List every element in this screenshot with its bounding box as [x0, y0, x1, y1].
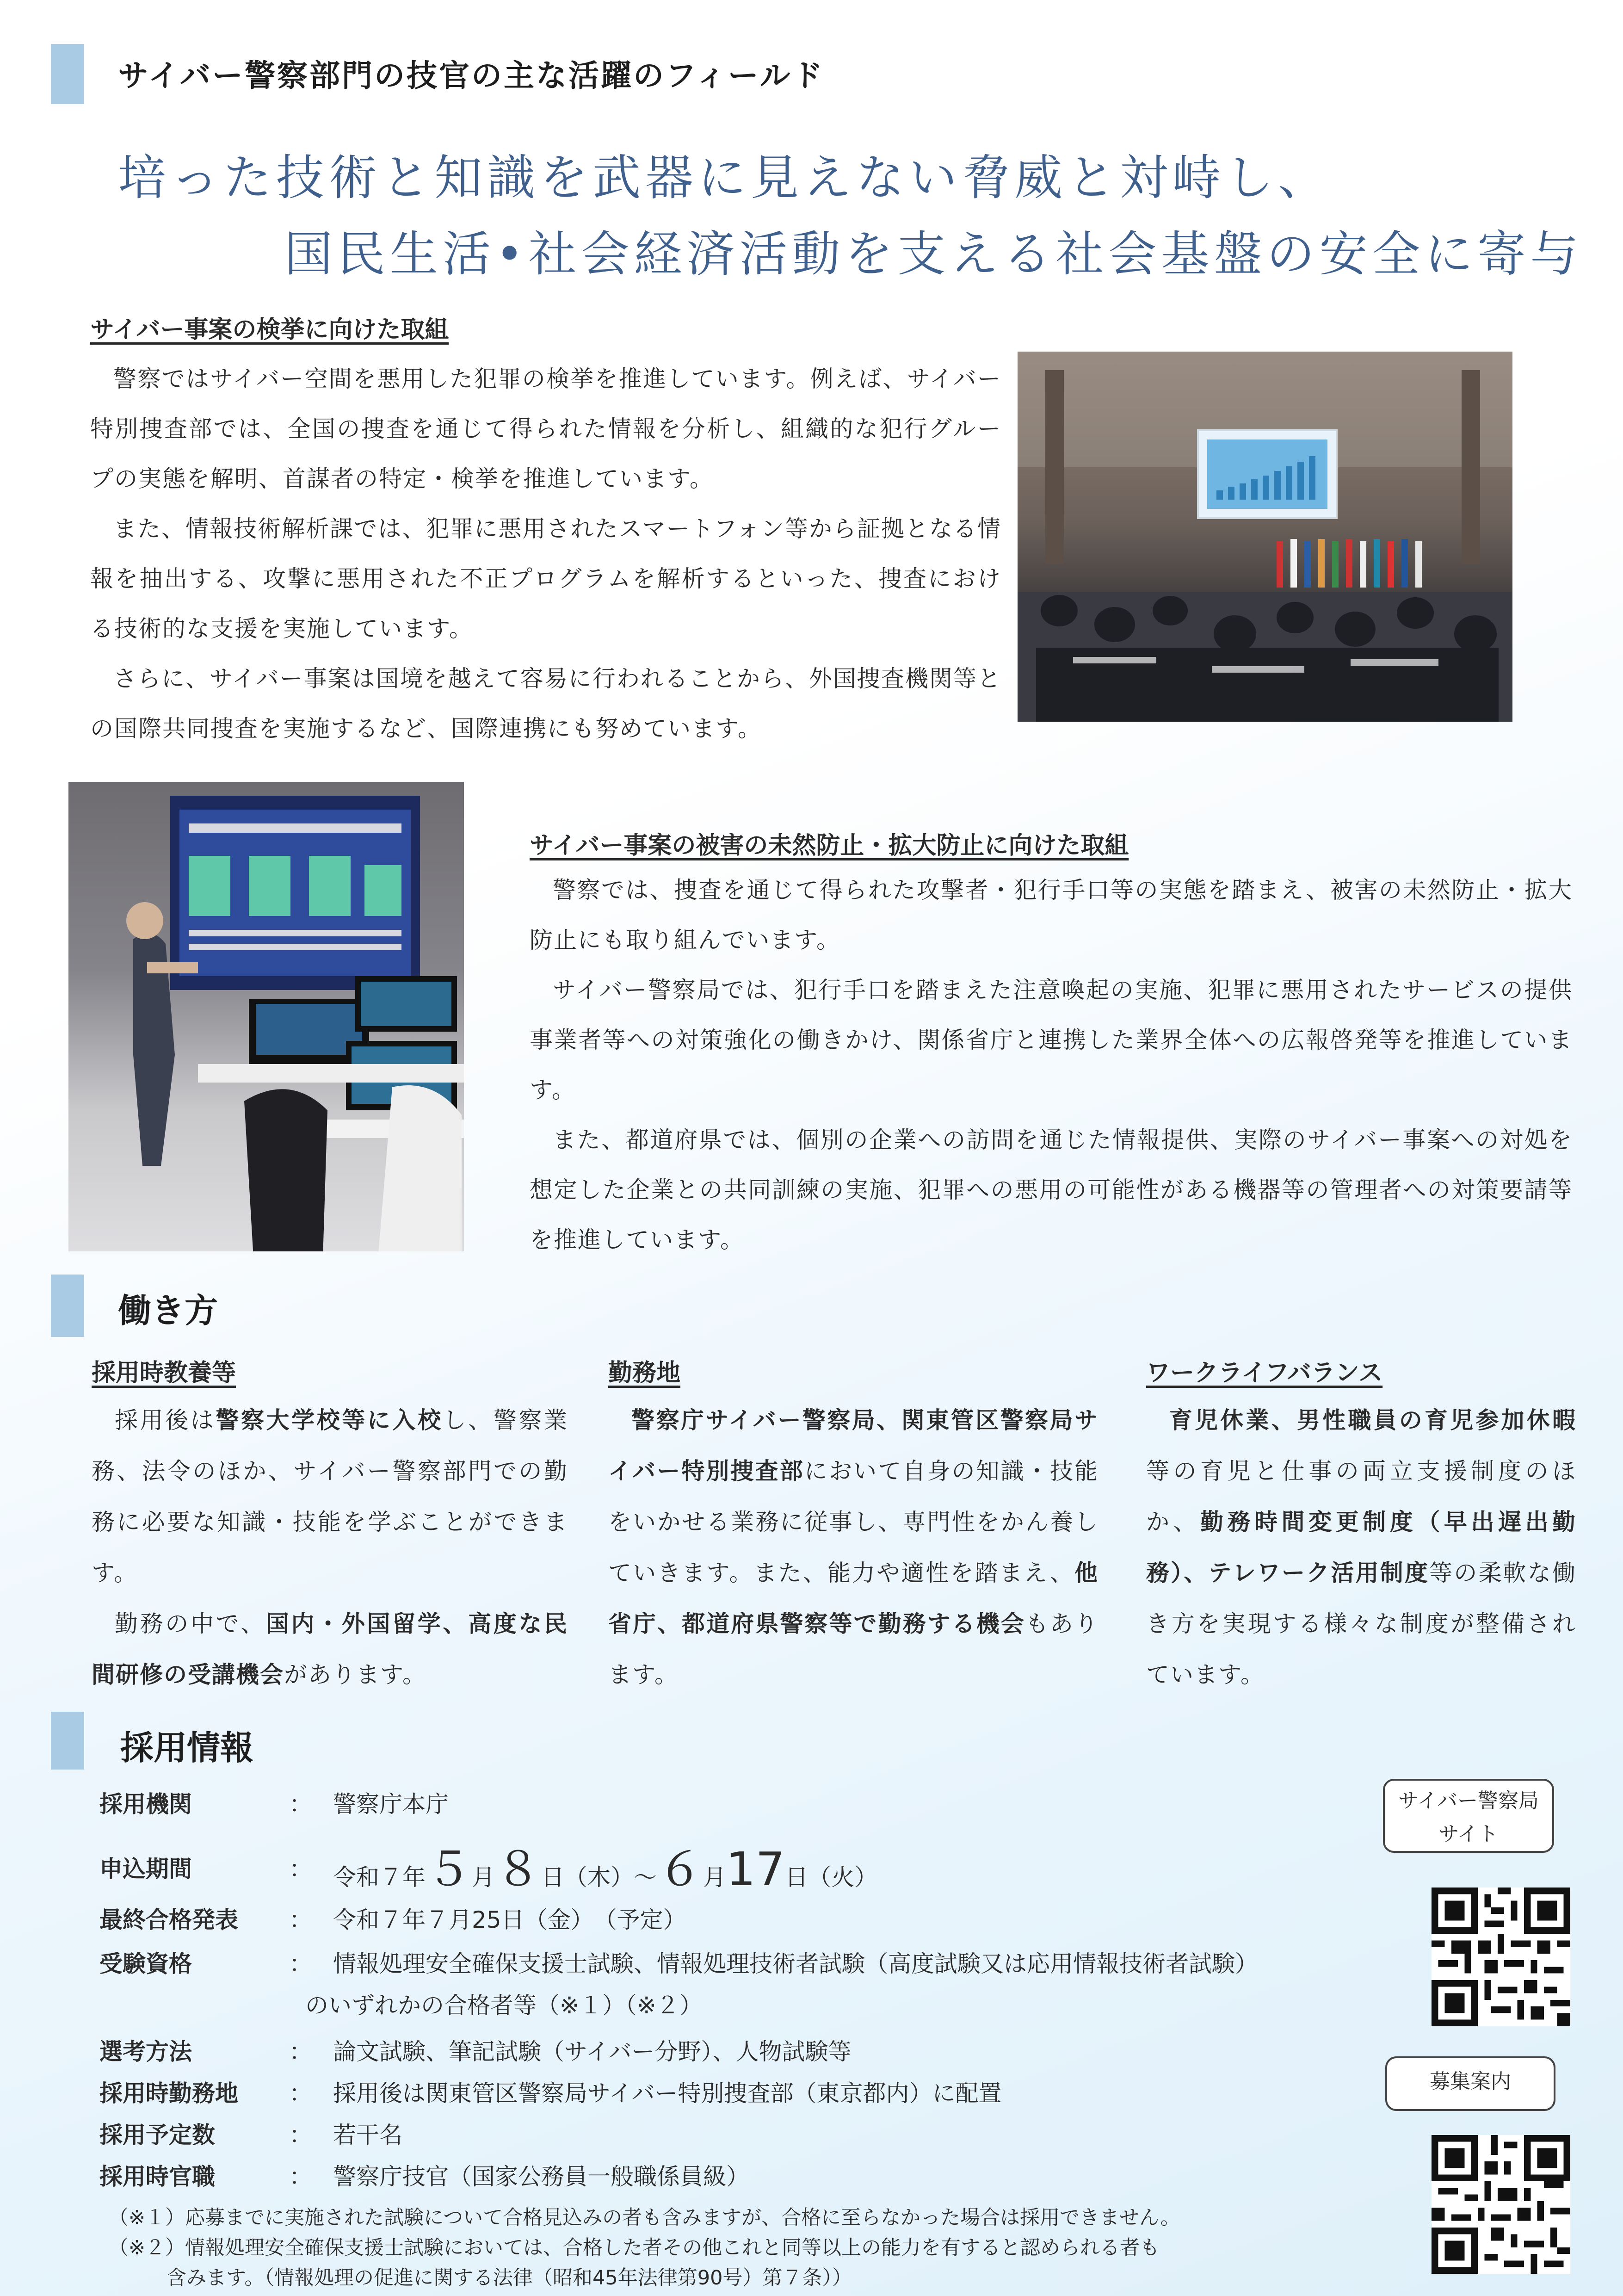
site-link-line-2: サイト	[1438, 1822, 1499, 1846]
info-final-value: 令和７年７月25日（金） （予定）	[333, 1906, 686, 1933]
info-colon: ：	[289, 1856, 312, 1882]
training-heading: 採用時教養等	[92, 1359, 236, 1387]
conference-scene	[1018, 352, 1512, 722]
info-position-label: 採用時官職	[99, 2163, 215, 2190]
section-title-recruit: 採用情報	[120, 1728, 254, 1767]
prevention-heading: サイバー事案の被害の未然防止・拡大防止に向けた取組	[530, 832, 1129, 860]
section-title-field: サイバー警察部門の技官の主な活躍のフィールド	[118, 58, 825, 93]
balance-heading: ワークライフバランス	[1146, 1359, 1383, 1387]
investigation-paragraph-1: 警察ではサイバー空間を悪用した犯罪の検挙を推進しています。例えば、サイバー特別捜査部では、全国の捜査を通じて得られた情報を分析し、組織的な犯行グループの実態を解明、首謀者の特定・検挙を推進しています。	[90, 365, 1001, 492]
location-text	[608, 1395, 1098, 1700]
info-number-value: 若干名	[333, 2122, 402, 2148]
prevention-paragraph-3: また、都道府県では、個別の企業への訪問を通じた情報提供、実際のサイバー事案への対処を想定した企業との共同訓練の実施、犯罪への悪用の可能性がある機器等の管理者への対策要請等を推進しています。	[530, 1126, 1573, 1253]
info-colon: ：	[289, 2122, 312, 2148]
info-position-value: 警察庁技官（国家公務員一般職係員級）	[333, 2163, 749, 2190]
info-final-label: 最終合格発表	[99, 1906, 238, 1933]
location-paragraph-1: 警察庁サイバー警察局、関東管区警察局サイバー特別捜査部において自身の知識・技能をいかせる業務に従事し、専門性をかん養していきます。また、能力や適性を踏まえ、他省庁、都道府県警察等で勤務する機会もあります。	[608, 1407, 1099, 1688]
info-colon: ：	[289, 2080, 312, 2107]
info-period-label: 申込期間	[99, 1856, 192, 1882]
section-marker	[51, 1275, 84, 1337]
investigation-paragraph-3: さらに、サイバー事案は国境を越えて容易に行われることから、外国捜査機関等との国際共同捜査を実施するなど、国際連携にも努めています。	[90, 665, 1001, 742]
qr-code-site[interactable]	[1432, 1888, 1570, 2026]
info-colon: ：	[289, 2038, 312, 2065]
balance-paragraph-1: 育児休業、男性職員の育児参加休暇等の育児と仕事の両立支援制度のほか、勤務時間変更制度（早出遅出勤務）、テレワーク活用制度等の柔軟な働き方を実現する様々な制度が整備されています。	[1146, 1407, 1577, 1688]
recruitment-guide-link[interactable]: 募集案内	[1385, 2056, 1555, 2111]
site-link-line-1: サイバー警察局	[1398, 1789, 1539, 1813]
training-scene	[68, 782, 464, 1251]
note-2: （※２）情報処理安全確保支援士試験においては、合格した者その他これと同等以上の能力を有すると認められる者も	[109, 2236, 1160, 2259]
info-colon: ：	[289, 1950, 312, 1977]
prevention-paragraph-1: 警察では、捜査を通じて得られた攻撃者・犯行手口等の実態を踏まえ、被害の未然防止・拡大防止にも取り組んでいます。	[530, 877, 1573, 953]
info-qualification-value-1: 情報処理安全確保支援士試験、情報処理技術者試験（高度試験又は応用情報技術者試験）	[333, 1950, 1258, 1977]
info-agency-value: 警察庁本庁	[333, 1791, 449, 1818]
section-marker	[51, 44, 84, 104]
qr-code-icon	[1432, 2135, 1570, 2274]
note-1: （※１）応募までに実施された試験について合格見込みの者も含みますが、合格に至らなかった場合は採用できません。	[109, 2206, 1180, 2229]
info-workplace-value: 採用後は関東管区警察局サイバー特別捜査部（東京都内）に配置	[333, 2080, 1002, 2107]
info-qualification-label: 受験資格	[99, 1950, 192, 1977]
info-colon: ：	[289, 1791, 312, 1818]
info-number-label: 採用予定数	[99, 2122, 215, 2148]
info-workplace-label: 採用時勤務地	[99, 2080, 238, 2107]
qr-code-guide[interactable]	[1432, 2135, 1570, 2274]
training-paragraph-2: 勤務の中で、国内・外国留学、高度な民間研修の受講機会があります。	[92, 1610, 568, 1688]
note-2-cont: 含みます。（情報処理の促進に関する法律（昭和45年法律第90号）第７条））	[167, 2266, 852, 2290]
conference-photo	[1018, 352, 1512, 722]
info-period-value: 令和７年５月８日（木）～６月17日（火）	[333, 1842, 878, 1896]
info-colon: ：	[289, 2163, 312, 2190]
training-text	[92, 1395, 568, 1700]
investigation-heading: サイバー事案の検挙に向けた取組	[90, 316, 449, 344]
balance-text	[1146, 1395, 1576, 1700]
prevention-paragraph-2: サイバー警察局では、犯行手口を踏まえた注意喚起の実施、犯罪に悪用されたサービスの提供事業者等への対策強化の働きかけ、関係省庁と連携した業界全体への広報啓発等を推進しています。	[530, 977, 1573, 1103]
info-colon: ：	[289, 1906, 312, 1933]
investigation-text	[90, 354, 1001, 754]
info-qualification-value-2: のいずれかの合格者等（※１）（※２）	[305, 1992, 703, 2019]
training-photo	[68, 782, 464, 1251]
hero-line-1: 培った技術と知識を武器に見えない脅威と対峙し、	[118, 149, 1331, 206]
training-paragraph-1: 採用後は警察大学校等に入校し、警察業務、法令のほか、サイバー警察部門での勤務に必要な知識・技能を学ぶことができます。	[92, 1407, 568, 1586]
investigation-paragraph-2: また、情報技術解析課では、犯罪に悪用されたスマートフォン等から証拠となる情報を抽出する、攻撃に悪用された不正プログラムを解析するといった、捜査における技術的な支援を実施しています。	[90, 515, 1001, 642]
location-heading: 勤務地	[608, 1359, 681, 1387]
info-method-label: 選考方法	[99, 2038, 192, 2065]
qr-code-icon	[1432, 1888, 1570, 2026]
info-agency-label: 採用機関	[99, 1791, 192, 1818]
section-marker	[51, 1712, 84, 1770]
hero-line-2: 国民生活•社会経済活動を支える社会基盤の安全に寄与	[284, 226, 1583, 282]
info-method-value: 論文試験、筆記試験（サイバー分野）、人物試験等	[333, 2038, 852, 2065]
prevention-text	[530, 865, 1573, 1265]
cyber-police-site-link[interactable]	[1383, 1779, 1554, 1853]
section-title-workstyle: 働き方	[118, 1291, 218, 1330]
